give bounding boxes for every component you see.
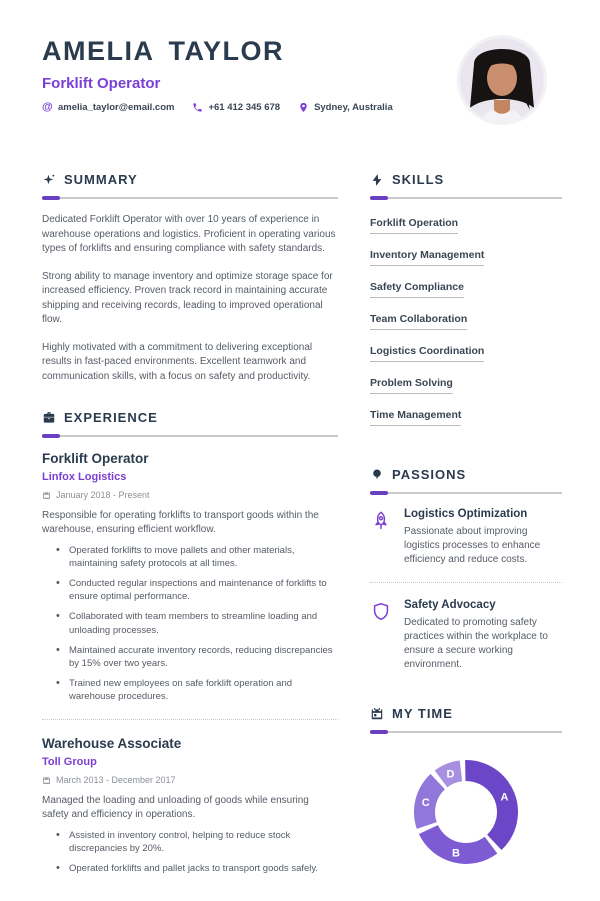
entry-date-text: March 2013 - December 2017 [56,775,176,786]
contact-text: amelia_taylor@email.com [58,102,175,113]
contact-item [192,102,280,113]
skills-section [370,172,562,437]
summary-paragraph: Strong ability to manage inventory and optimize storage space for increased efficiency. Proven track record in maintaining accurate shipping and receiving records, leading to improved operational flow. [42,270,333,325]
entry-description: Responsible for operating forklifts to transport goods within the warehouse, ensuring efficient workflow. [42,510,319,535]
summary-title: SUMMARY [64,172,138,187]
entry-bullet: • Conducted regular inspections and maintenance of forklifts to ensure optimal performance. [54,577,338,603]
contact-row [42,102,398,113]
mytime-title: MY TIME [392,706,453,722]
person-name: AMELIA TAYLOR [42,36,285,66]
experience-section [42,410,338,875]
time-donut-chart [370,749,562,875]
experience-header [42,410,338,425]
summary-header [42,172,338,187]
entry-date-text: January 2018 - Present [56,490,150,500]
experience-title: EXPERIENCE [64,410,158,425]
email-icon: @ [42,101,53,113]
donut-segment-label: A [500,791,509,804]
passion-icon-slot [370,601,392,623]
summary-paragraph: Highly motivated with a commitment to delivering exceptional results in fast-paced environments. Excellent teamwork and communication skills, with a focus on safety and productivity. [42,341,313,382]
experience-divider [42,435,338,437]
passions-title: PASSIONS [392,467,467,482]
divider-accent [370,196,388,200]
skill-item: Inventory Management [370,249,484,266]
calendar-icon [370,707,384,721]
skills-divider [370,197,562,199]
resume-header [42,36,558,146]
shield-icon [370,601,392,623]
lightning-icon [370,173,384,187]
sparkle-icon [42,173,56,187]
entry-dates [42,775,338,785]
skill-item: Problem Solving [370,377,453,394]
donut-chart-svg [401,749,531,875]
contact-item [298,102,393,113]
passion-icon-slot [370,510,392,532]
passions-divider [370,492,562,494]
divider-accent [42,434,60,438]
experience-entry [42,719,338,875]
entry-job-title: Forklift Operator [42,451,149,466]
summary-paragraphs [42,213,338,384]
passion-description: Dedicated to promoting safety practices within the workplace to ensure a secure working environment. [404,616,548,671]
skill-item: Forklift Operation [370,217,458,234]
mytime-header [370,706,562,721]
entry-job-title: Warehouse Associate [42,736,182,752]
divider-accent [370,491,388,495]
summary-section [42,172,338,384]
experience-entry [42,451,338,703]
skill-item: Team Collaboration [370,313,467,330]
divider-accent [370,730,388,734]
skill-item: Safety Compliance [370,281,464,298]
passions-section [370,467,562,672]
skill-list [370,213,562,437]
job-title: Forklift Operator [42,75,161,92]
divider-accent [42,196,60,200]
calendar-small-icon [42,491,51,500]
donut-segment-a [465,760,518,850]
passion-entry [370,508,562,568]
entry-company: Linfox Logistics [42,471,127,483]
entry-bullet: • Operated forklifts and pallet jacks to transport goods safely. [54,862,338,875]
entry-bullet: • Assisted in inventory control, helping to reduce stock discrepancies by 20%. [54,829,338,855]
passion-title: Logistics Optimization [404,508,528,520]
contact-text: Sydney, Australia [314,102,393,113]
passions-header [370,467,562,482]
briefcase-icon [42,411,56,425]
rocket-icon [370,510,392,532]
donut-segment-label: B [452,847,460,860]
summary-paragraph: Dedicated Forklift Operator with over 10 years of experience in warehouse operations and logistics. Proficient in operating various types of forklifts and ensuring compliance with safety standards. [42,214,336,254]
entry-bullet: • Operated forklifts to move pallets and other materials, maintaining safety protocols at all times. [54,544,338,570]
calendar-small-icon [42,776,51,785]
entry-bullet-list [42,544,338,703]
donut-segment-label: C [421,797,430,810]
skill-item: Logistics Coordination [370,345,484,362]
location-pin-icon [298,102,309,113]
job-list [42,451,338,875]
balloon-icon [370,468,384,482]
summary-divider [42,197,338,199]
avatar-image [460,38,544,122]
phone-icon [192,102,203,113]
entry-bullet: • Trained new employees on safe forklift operation and warehouse procedures. [54,677,338,703]
donut-segment-label: D [446,768,455,781]
mytime-divider [370,731,562,733]
profile-photo [460,38,544,122]
skill-item: Time Management [370,409,461,426]
entry-description: Managed the loading and unloading of goods while ensuring safety and efficiency in operations. [42,795,309,821]
left-column [42,172,338,901]
contact-item [42,102,174,113]
passion-entry [370,582,562,673]
skills-title: SKILLS [392,172,445,187]
passion-list [370,508,562,672]
content-columns [42,172,558,901]
right-column [370,172,562,901]
skills-header [370,172,562,187]
contact-text: +61 412 345 678 [208,102,281,113]
entry-bullet: • Maintained accurate inventory records, reducing discrepancies by 15% over two years. [54,644,338,670]
passion-title: Safety Advocacy [404,598,496,611]
entry-company: Toll Group [42,756,97,769]
entry-bullet-list [42,829,338,875]
entry-dates [42,490,338,500]
entry-bullet: • Collaborated with team members to streamline loading and unloading processes. [54,610,338,636]
passion-description: Passionate about improving logistics processes to enhance efficiency and reduce costs. [404,526,541,566]
